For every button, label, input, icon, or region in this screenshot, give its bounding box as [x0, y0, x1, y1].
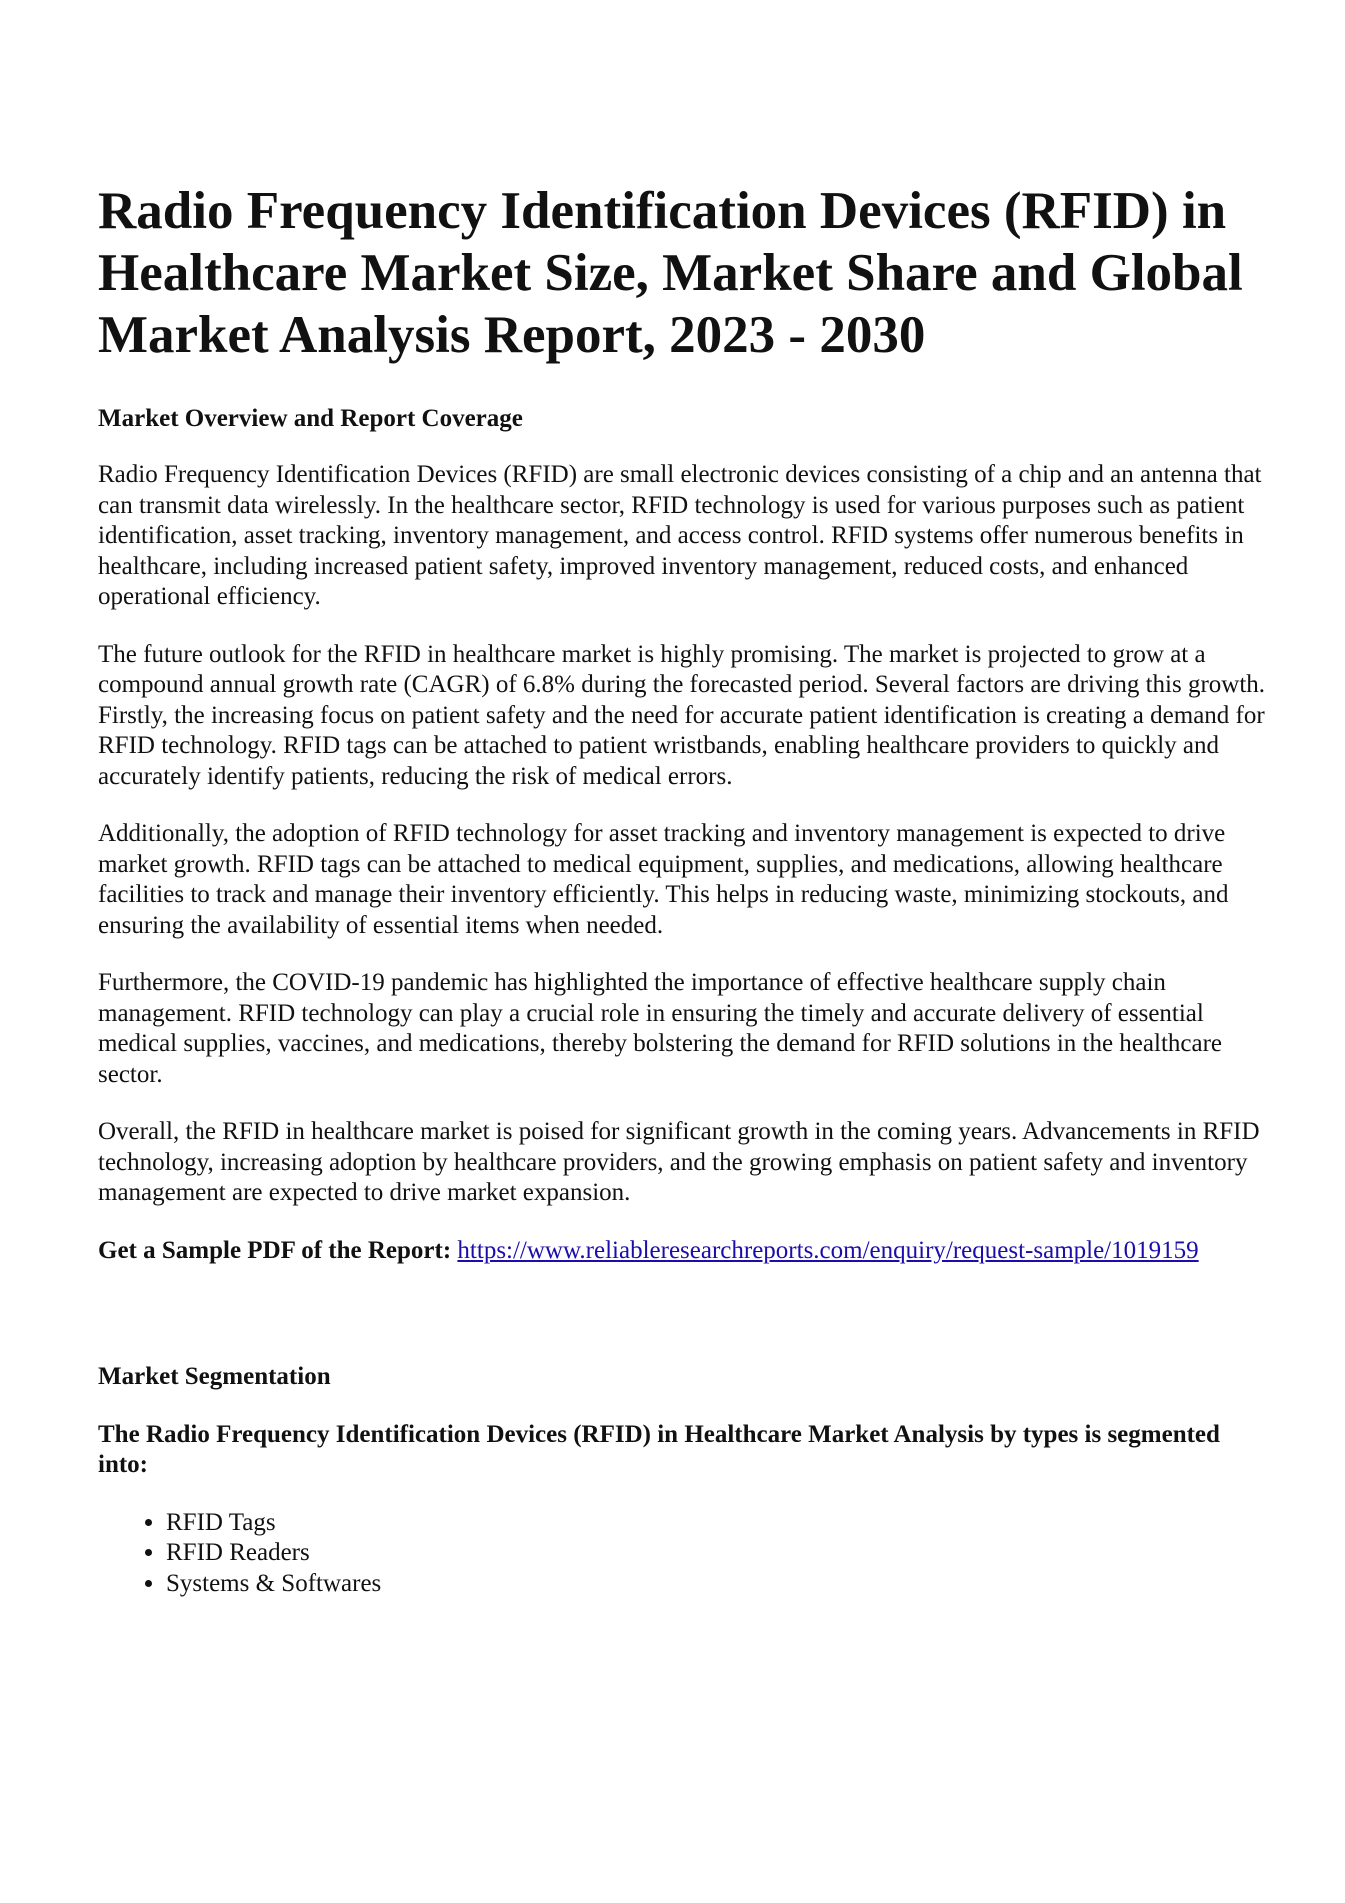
paragraph-outlook: The future outlook for the RFID in healthcare market is highly promising. The market is projected to grow at a compound annual growth rate (CAGR) of 6.8% during the forecasted period. Several factors are driving this growth. Firstly, the increasing focus on patient safety and the need for accurate patient identification is creating a demand for RFID technology. RFID tags can be attached to patient wristbands, enabling healthcare providers to quickly and accurately identify patients, reducing the risk of medical errors. [98, 640, 1266, 790]
sample-pdf-label: Get a Sample PDF of the Report: [98, 1236, 452, 1264]
page-title: Radio Frequency Identification Devices (RFID) in Healthcare Market Size, Market Share and Global Market Analysis Report, 2023 - 2030 [98, 182, 1243, 364]
sample-pdf-link[interactable]: https://www.reliableresearchreports.com/enquiry/request-sample/1019159 [457, 1236, 1199, 1264]
paragraph-intro: Radio Frequency Identification Devices (RFID) are small electronic devices consisting of a chip and an antenna that can transmit data wirelessly. In the healthcare sector, RFID technology is used for various purposes such as patient identification, asset tracking, inventory management, and access control. RFID systems offer numerous benefits in healthcare, including increased patient safety, improved inventory management, reduced costs, and enhanced operational efficiency. [98, 461, 1262, 610]
paragraph-adoption: Additionally, the adoption of RFID technology for asset tracking and inventory management is expected to drive market growth. RFID tags can be attached to medical equipment, supplies, and medications, allowing healthcare facilities to track and manage their inventory efficiently. This helps in reducing waste, minimizing stockouts, and ensuring the availability of essential items when needed. [98, 820, 1229, 939]
sample-pdf-line [98, 1236, 1268, 1267]
paragraph-overall: Overall, the RFID in healthcare market is poised for significant growth in the coming years. Advancements in RFID technology, increasing adoption by healthcare providers, and the growing emphasis on patient safety and inventory management are expected to drive market expansion. [98, 1118, 1260, 1206]
list-item: • Systems & Softwares [166, 1569, 1268, 1600]
list-item: • RFID Tags [166, 1508, 1268, 1539]
types-heading: The Radio Frequency Identification Devices (RFID) in Healthcare Market Analysis by types is segmented into: [98, 1420, 1220, 1478]
list-item: • RFID Readers [166, 1538, 1268, 1569]
paragraph-covid: Furthermore, the COVID-19 pandemic has highlighted the importance of effective healthcare supply chain management. RFID technology can play a crucial role in ensuring the timely and accurate delivery of essential medical supplies, vaccines, and medications, thereby bolstering the demand for RFID solutions in the healthcare sector. [98, 969, 1222, 1088]
types-list [98, 1508, 1268, 1600]
overview-heading: Market Overview and Report Coverage [98, 405, 523, 432]
document-page [98, 180, 1268, 1599]
section-spacer [98, 1266, 1268, 1362]
segmentation-heading: Market Segmentation [98, 1363, 331, 1390]
